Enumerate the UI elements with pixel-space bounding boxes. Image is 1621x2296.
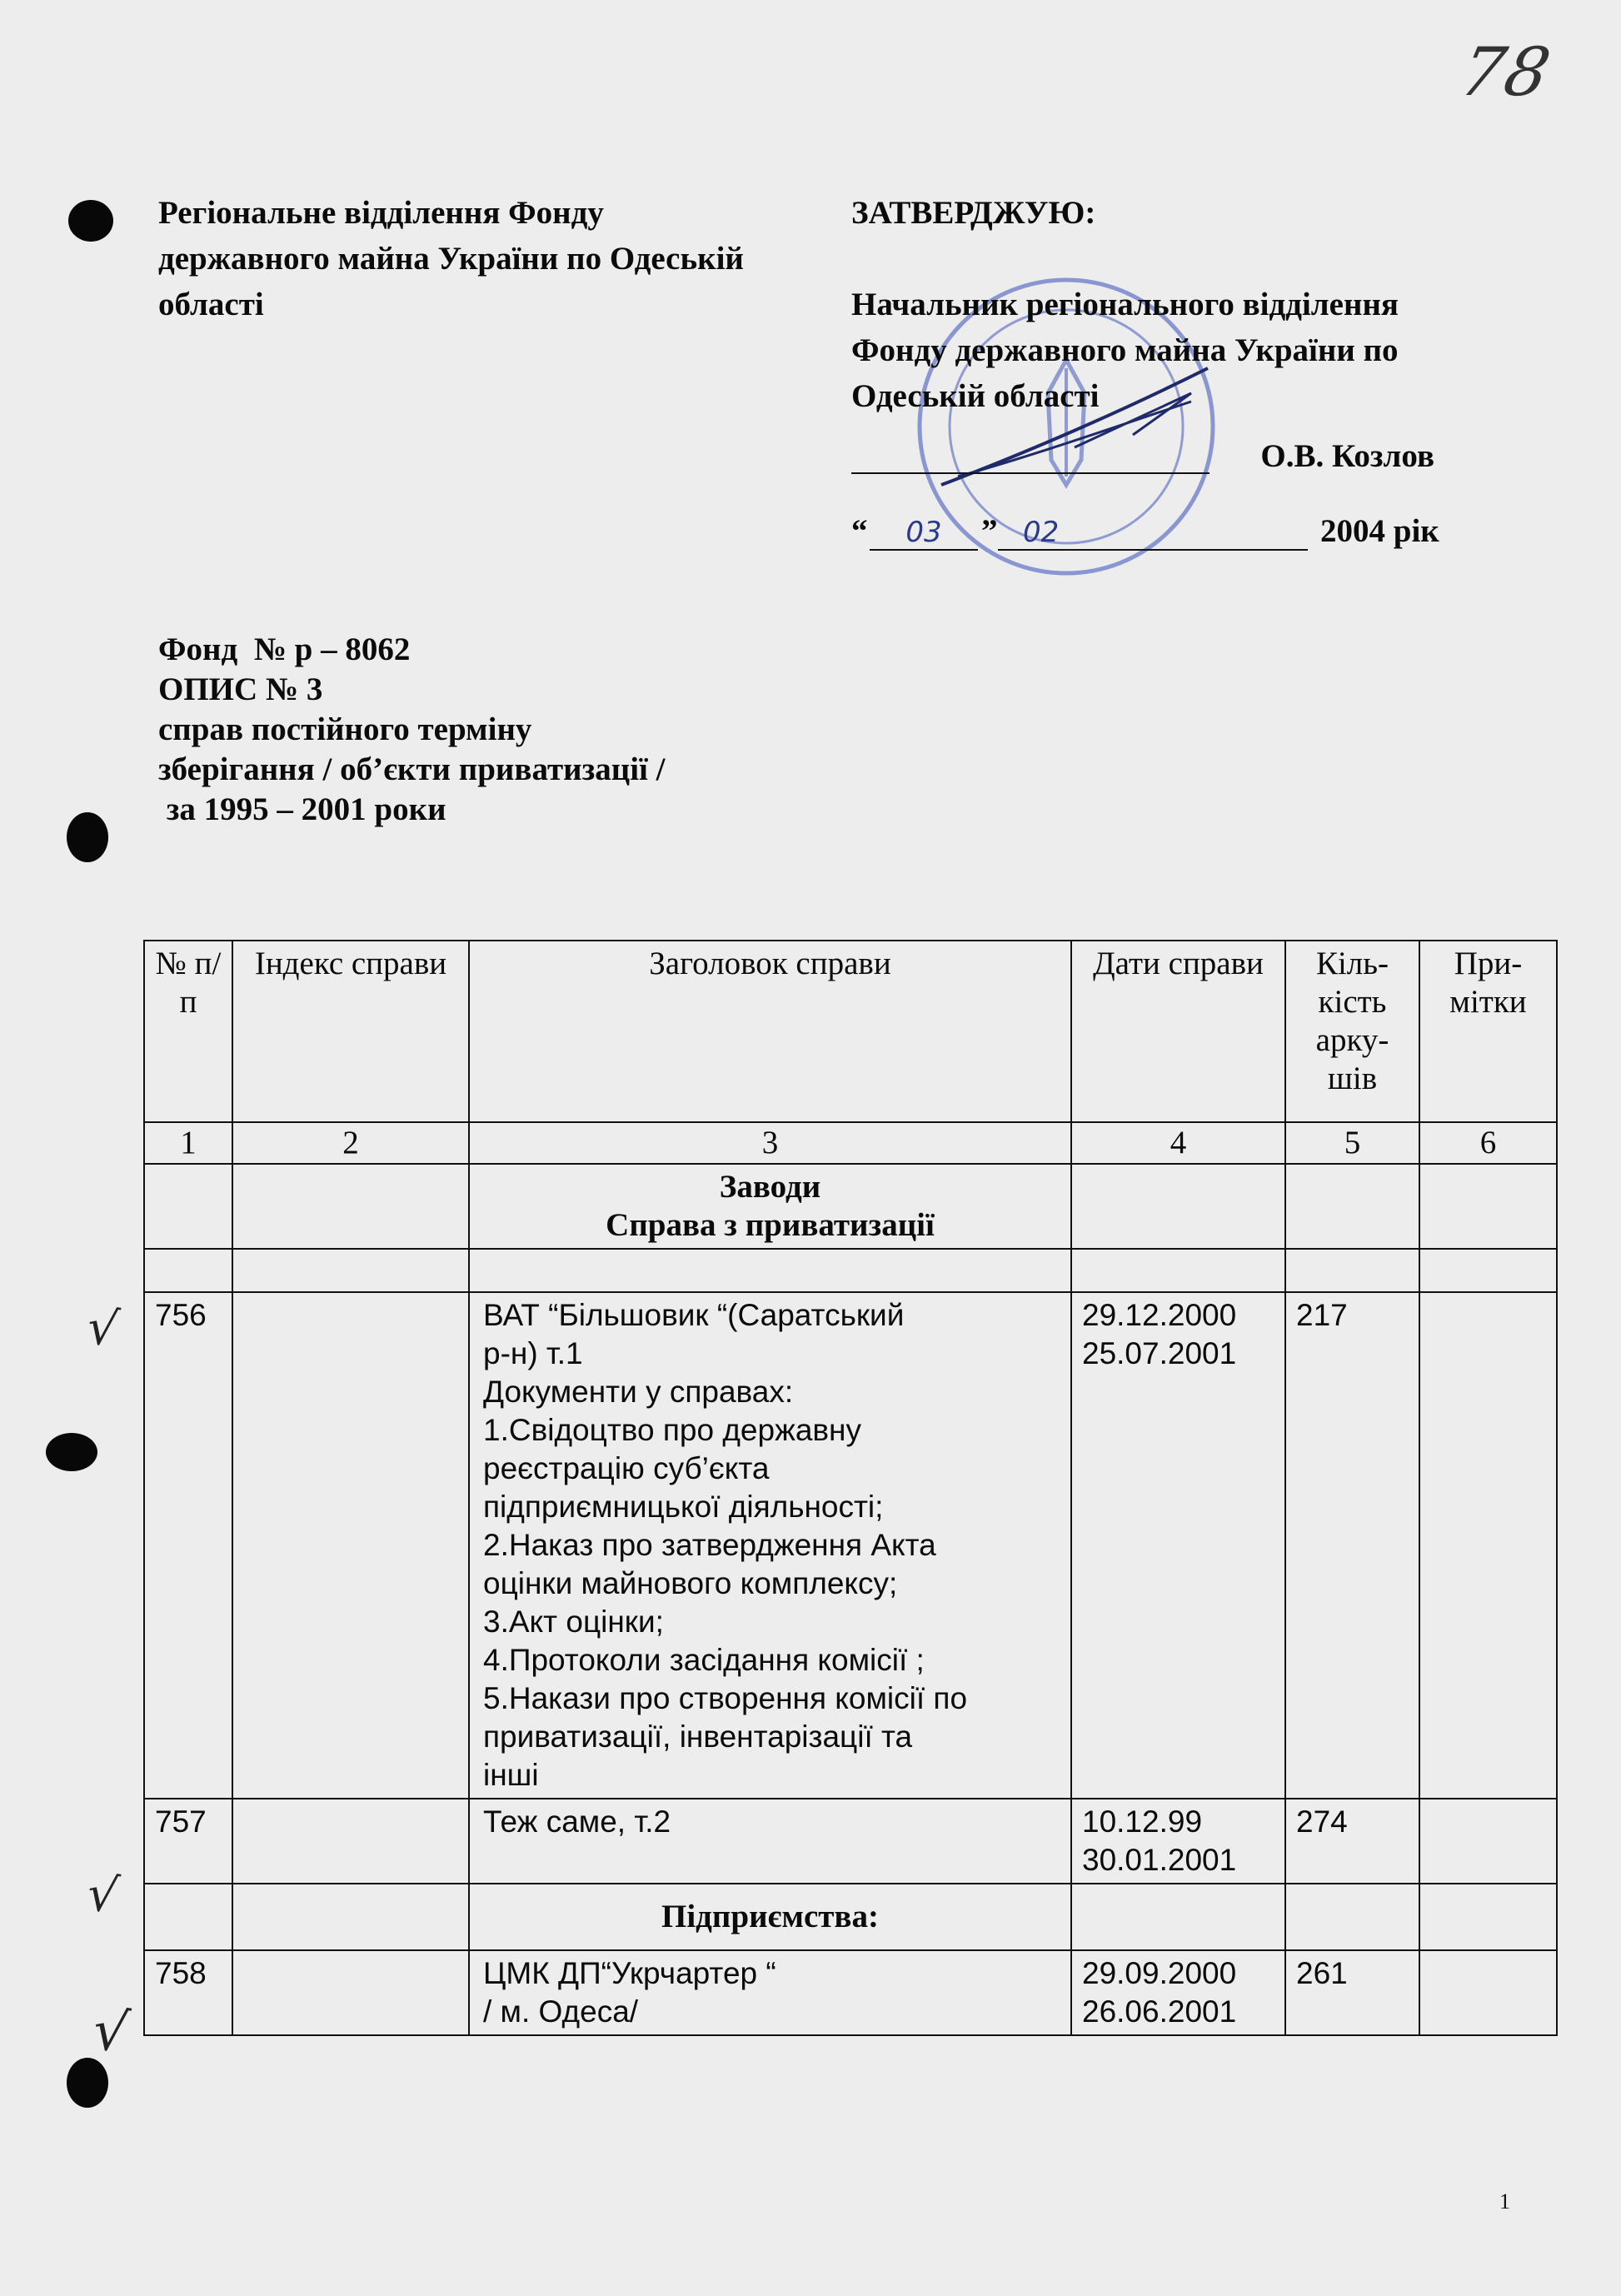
column-header: При-мітки	[1419, 941, 1557, 1122]
punch-hole	[67, 812, 108, 862]
date-value: 26.06.2001	[1082, 1994, 1237, 2029]
column-header: № п/п	[144, 941, 232, 1122]
title-line: 3.Акт оцінки;	[483, 1605, 664, 1639]
handwritten-page-number: 78	[1454, 33, 1559, 111]
section-line: Заводи	[719, 1169, 821, 1205]
approval-title: ЗАТВЕРДЖУЮ:	[851, 195, 1096, 231]
org-line: Регіональне відділення Фонду	[158, 195, 604, 231]
row-dates	[1071, 1292, 1285, 1799]
title-line: ВАТ “Більшовик “(Саратський	[483, 1298, 905, 1332]
inventory-table	[143, 940, 1558, 2036]
column-header: Кіль-кість арку-шів	[1285, 941, 1419, 1122]
approval-line: Одеській області	[851, 378, 1100, 414]
date-value: 25.07.2001	[1082, 1336, 1237, 1370]
date-value: 10.12.99	[1082, 1804, 1203, 1839]
row-dates	[1071, 1950, 1285, 2035]
title-line: 1.Свідоцтво про державну	[483, 1413, 861, 1447]
title-line: / м. Одеса/	[483, 1994, 639, 2029]
section-row	[144, 1884, 1557, 1950]
title-line: інші	[483, 1758, 539, 1792]
punch-hole	[68, 200, 113, 242]
column-header: Заголовок справи	[469, 941, 1071, 1122]
check-mark-icon: √	[83, 1864, 122, 1925]
column-number: 1	[144, 1122, 232, 1164]
table-row	[144, 1799, 1557, 1884]
approval-date	[851, 504, 1484, 554]
fond-line: справ постійного терміну	[158, 711, 532, 747]
section-line: Справа з приватизації	[606, 1207, 935, 1243]
date-month: 02	[998, 516, 1308, 551]
column-number: 6	[1419, 1122, 1557, 1164]
row-sheets: 274	[1285, 1799, 1419, 1884]
title-line: ЦМК ДП“Укрчартер “	[483, 1956, 776, 1990]
section-title: Підприємства:	[469, 1884, 1071, 1950]
row-dates	[1071, 1799, 1285, 1884]
fond-description	[158, 630, 841, 830]
signer-name: О.В. Козлов	[1260, 438, 1434, 474]
title-line: оцінки майнового комплексу;	[483, 1566, 898, 1600]
organization-header	[158, 190, 858, 327]
table-row	[144, 1292, 1557, 1799]
title-line: 2.Наказ про затвердження Акта	[483, 1528, 936, 1562]
title-line: 4.Протоколи засідання комісії ;	[483, 1643, 925, 1677]
title-line: Документи у справах:	[483, 1375, 794, 1409]
row-title	[469, 1950, 1071, 2035]
row-title	[469, 1292, 1071, 1799]
table-row	[144, 1950, 1557, 2035]
title-line: підприємницької діяльності;	[483, 1490, 884, 1524]
fond-line: Фонд № р – 8062	[158, 631, 411, 667]
title-line: р-н) т.1	[483, 1336, 583, 1370]
approval-block	[851, 190, 1484, 554]
check-mark-icon: √	[88, 1997, 133, 2066]
row-number: 758	[144, 1950, 232, 2035]
row-title	[469, 1799, 1071, 1884]
date-year: 2004 рік	[1320, 513, 1439, 549]
punch-hole	[46, 1433, 97, 1471]
title-line: приватизації, інвентарізації та	[483, 1720, 913, 1754]
org-line: державного майна України по Одеській	[158, 241, 744, 277]
table-header-row	[144, 941, 1557, 1122]
approval-line: Начальник регіонального відділення	[851, 287, 1399, 322]
date-day: 03	[870, 516, 978, 551]
column-header: Індекс справи	[232, 941, 469, 1122]
page-number: 1	[1499, 2189, 1510, 2214]
org-line: області	[158, 287, 264, 322]
quote-close: ”	[981, 513, 998, 549]
fond-line: ОПИС № 3	[158, 671, 323, 707]
column-number: 2	[232, 1122, 469, 1164]
date-value: 29.12.2000	[1082, 1298, 1237, 1332]
check-mark-icon: √	[83, 1297, 122, 1359]
title-line: 5.Накази про створення комісії по	[483, 1681, 968, 1715]
row-number: 757	[144, 1799, 232, 1884]
title-line: Теж саме, т.2	[483, 1804, 671, 1839]
row-sheets: 217	[1285, 1292, 1419, 1799]
signature-line	[851, 429, 1484, 479]
quote-open: “	[851, 513, 868, 549]
punch-hole	[67, 2058, 108, 2108]
column-number: 5	[1285, 1122, 1419, 1164]
date-value: 30.01.2001	[1082, 1843, 1237, 1877]
fond-line: за 1995 – 2001 роки	[158, 791, 446, 827]
date-value: 29.09.2000	[1082, 1956, 1237, 1990]
column-number-row	[144, 1122, 1557, 1164]
section-row	[144, 1164, 1557, 1249]
row-number: 756	[144, 1292, 232, 1799]
column-number: 3	[469, 1122, 1071, 1164]
approval-line: Фонду державного майна України по	[851, 332, 1399, 368]
column-number: 4	[1071, 1122, 1285, 1164]
section-title	[469, 1164, 1071, 1249]
spacer-row	[144, 1249, 1557, 1292]
signature-underline	[851, 472, 1210, 474]
column-header: Дати справи	[1071, 941, 1285, 1122]
row-sheets: 261	[1285, 1950, 1419, 2035]
title-line: реєстрацію суб’єкта	[483, 1451, 770, 1485]
fond-line: зберігання / об’єкти приватизації /	[158, 751, 666, 787]
